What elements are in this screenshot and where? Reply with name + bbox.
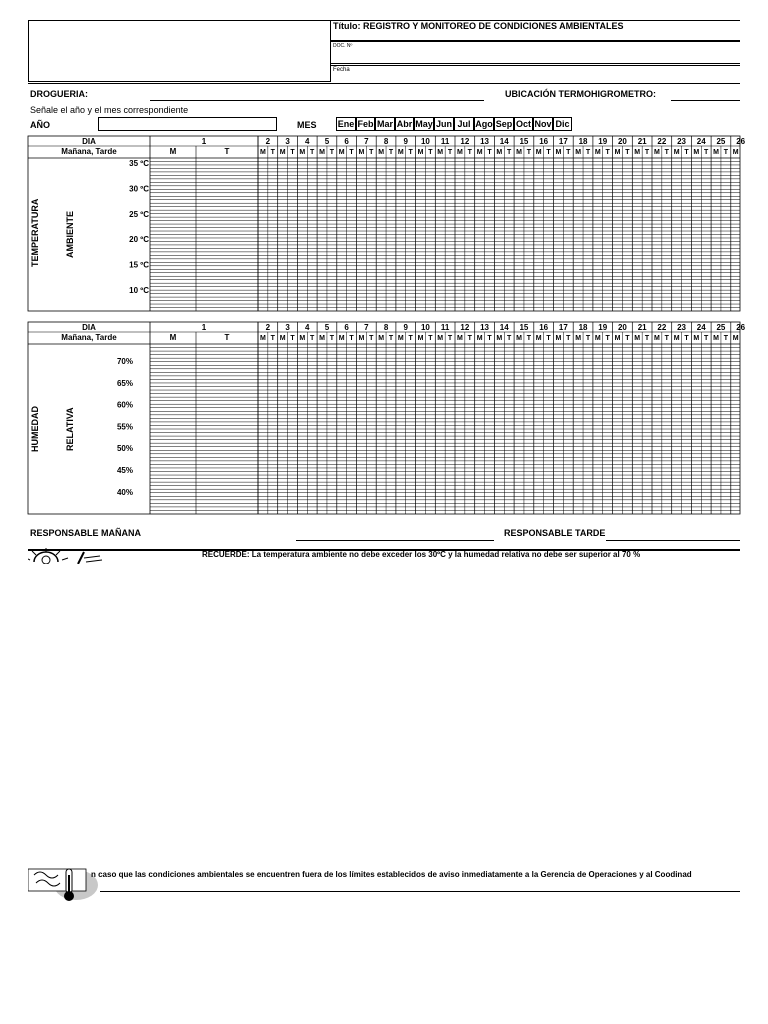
fecha-label: Fecha: [333, 67, 350, 73]
hum-day-10: 10: [420, 323, 430, 332]
temp-dia-label: DIA: [82, 137, 96, 146]
hum-day-4-m: M: [299, 335, 306, 342]
hum-day1-t: T: [224, 333, 230, 342]
hum-day-2: 2: [265, 323, 271, 332]
hum-day-20: 20: [617, 323, 627, 332]
hum-dia-label: DIA: [82, 323, 96, 332]
temp-day-3-t: T: [290, 149, 295, 156]
hum-day-25: 25: [716, 323, 726, 332]
temp-day-3-m: M: [279, 149, 286, 156]
hum-day-4-t: T: [310, 335, 315, 342]
document-title: Título: REGISTRO Y MONITOREO DE CONDICIONES AMBIENTALES: [333, 21, 624, 31]
hum-day-17-t: T: [566, 335, 571, 342]
hum-day-22-t: T: [664, 335, 669, 342]
temp-day-11: 11: [440, 137, 450, 146]
hum-day-14-t: T: [507, 335, 512, 342]
temp-day-2-t: T: [270, 149, 275, 156]
temp-day-2-m: M: [260, 149, 266, 156]
temp-day-24: 24: [696, 137, 706, 146]
hum-day-12: 12: [460, 323, 470, 332]
hum-day1-m: M: [169, 333, 177, 342]
temp-day-3: 3: [285, 137, 290, 146]
hum-day-11-m: M: [437, 335, 444, 342]
temp-day-18-t: T: [585, 149, 591, 156]
temp-day-9: 9: [403, 137, 408, 146]
hum-day-13-m: M: [476, 335, 483, 342]
hum-day-7-t: T: [369, 335, 374, 342]
hum-day-24-t: T: [704, 335, 709, 342]
hum-day-26: 26: [736, 323, 746, 332]
hum-day-17: 17: [558, 323, 568, 332]
temp-day-23-m: M: [673, 149, 680, 156]
temp-day-16: 16: [539, 137, 549, 146]
month-option-ago[interactable]: Ago: [475, 119, 493, 129]
hum-day-23: 23: [677, 323, 687, 332]
hum-day-9-m: M: [397, 335, 404, 342]
hum-day-22-m: M: [654, 335, 660, 342]
temp-day-6-t: T: [349, 149, 354, 156]
responsable-tarde-field[interactable]: [606, 540, 740, 541]
temp-scale-2: 25 ºC: [129, 209, 149, 219]
temp-day-22-t: T: [664, 149, 669, 156]
temp-day-4-m: M: [299, 149, 306, 156]
hum-day-5-m: M: [319, 335, 325, 342]
hum-day-11: 11: [440, 323, 450, 332]
temp-day-8-m: M: [378, 149, 385, 156]
hum-scale-1: 65%: [116, 378, 133, 388]
temp-day-8-t: T: [388, 149, 394, 156]
doc-number-label: DOC. Nº: [333, 43, 353, 49]
temp-day-14: 14: [499, 137, 509, 146]
recuerde-note: RECUERDE: La temperatura ambiente no debe exceder los 30ºC y la humedad relativa no debe ser superior al 70 %: [202, 550, 641, 559]
hum-day-19: 19: [598, 323, 608, 332]
hum-day-15-t: T: [526, 335, 532, 342]
temp-day-5-t: T: [329, 149, 335, 156]
month-option-dic[interactable]: Dic: [553, 117, 572, 131]
temp-day1-t: T: [224, 147, 230, 156]
ubicacion-label: UBICACIÓN TERMOHIGROMETRO:: [505, 89, 656, 99]
hum-scale-3: 55%: [116, 422, 133, 432]
month-option-nov[interactable]: Nov: [534, 119, 552, 129]
temp-day-16-m: M: [535, 149, 542, 156]
hum-day-12-t: T: [467, 335, 472, 342]
ano-label: AÑO: [30, 120, 50, 130]
hum-day-12-m: M: [457, 335, 463, 342]
temp-day-10-t: T: [428, 149, 433, 156]
temp-day-25: 25: [716, 137, 726, 146]
temp-scale-4: 15 ºC: [129, 260, 149, 270]
hum-day-5: 5: [324, 323, 330, 332]
temp-day-21-t: T: [644, 149, 650, 156]
temp-day-7: 7: [364, 137, 369, 146]
temp-scale-0: 35 ºC: [129, 159, 149, 168]
hum-day-14-m: M: [496, 335, 503, 342]
temp-day-21-m: M: [634, 149, 641, 156]
hum-day-24: 24: [696, 323, 706, 332]
temp-day-17: 17: [558, 137, 568, 146]
hum-day-21: 21: [637, 323, 647, 332]
responsable-manana-field[interactable]: [296, 540, 494, 541]
hum-day-7: 7: [364, 323, 369, 332]
hum-day-6-m: M: [338, 335, 345, 342]
hum-day-21-m: M: [634, 335, 641, 342]
aviso-rule: [100, 891, 740, 892]
temp-day-13: 13: [480, 137, 490, 146]
temp-day-23-t: T: [684, 149, 689, 156]
temp-day-20: 20: [617, 137, 627, 146]
temp-day1-m: M: [169, 147, 177, 156]
responsable-tarde-label: RESPONSABLE TARDE: [504, 528, 606, 538]
temp-day-14-m: M: [496, 149, 503, 156]
hum-day-8-t: T: [388, 335, 394, 342]
temp-day-17-t: T: [566, 149, 571, 156]
temp-day-19: 19: [598, 137, 608, 146]
sun-icon: [28, 548, 108, 564]
temp-day-20-t: T: [625, 149, 630, 156]
hum-scale-0: 70%: [116, 357, 133, 366]
month-option-oct[interactable]: Oct: [515, 119, 531, 129]
temp-day-19-m: M: [594, 149, 601, 156]
hum-day-4: 4: [305, 323, 310, 332]
hum-day-16-t: T: [546, 335, 551, 342]
temp-day-24-t: T: [704, 149, 709, 156]
temp-shift-label: Mañana, Tarde: [61, 147, 117, 156]
hum-day-18: 18: [578, 323, 588, 332]
temp-day-4: 4: [305, 137, 310, 146]
temperatura-label: TEMPERATURA: [30, 198, 40, 267]
temp-day-16-t: T: [546, 149, 551, 156]
hum-day-24-m: M: [693, 335, 700, 342]
hum-day-23-m: M: [673, 335, 680, 342]
hum-day-10-t: T: [428, 335, 433, 342]
hum-day-3: 3: [285, 323, 290, 332]
hum-day-9: 9: [403, 323, 408, 332]
temp-day-2: 2: [265, 137, 271, 146]
hum-day-7-m: M: [358, 335, 365, 342]
temp-scale-3: 20 ºC: [129, 235, 149, 245]
thermometer-icon: [28, 865, 100, 903]
temp-day-11-m: M: [437, 149, 444, 156]
temp-day-7-t: T: [369, 149, 374, 156]
temp-day-9-t: T: [408, 149, 413, 156]
temp-day-10-m: M: [417, 149, 424, 156]
month-option-mar[interactable]: Mar: [376, 119, 393, 129]
hum-shift-label: Mañana, Tarde: [61, 333, 117, 342]
temp-day-26: 26: [736, 137, 746, 146]
hum-day-8-m: M: [378, 335, 385, 342]
month-option-jun[interactable]: Jun: [435, 119, 452, 129]
responsable-manana-label: RESPONSABLE MAÑANA: [30, 528, 142, 538]
temp-day-6-m: M: [338, 149, 345, 156]
hum-scale-2: 60%: [116, 400, 133, 410]
hum-day-20-m: M: [614, 335, 621, 342]
instruction-text: Señale el año y el mes correspondiente: [30, 105, 189, 115]
temp-day-15-m: M: [516, 149, 522, 156]
temp-day-4-t: T: [310, 149, 315, 156]
temp-day-14-t: T: [507, 149, 512, 156]
hum-day-13: 13: [480, 323, 490, 332]
temp-day-22: 22: [657, 137, 667, 146]
temp-day-18-m: M: [575, 149, 582, 156]
hum-day-16: 16: [539, 323, 549, 332]
temp-day-22-m: M: [654, 149, 660, 156]
temp-day-24-m: M: [693, 149, 700, 156]
hum-day-13-t: T: [487, 335, 492, 342]
hum-scale-4: 50%: [116, 444, 133, 454]
humedad-label: HUMEDAD: [30, 406, 40, 452]
hum-day-11-t: T: [447, 335, 453, 342]
temp-day-17-m: M: [555, 149, 562, 156]
temp-day-11-t: T: [447, 149, 453, 156]
month-option-may[interactable]: May: [415, 119, 433, 129]
temp-day-15-t: T: [526, 149, 532, 156]
month-option-jul[interactable]: Jul: [454, 117, 474, 131]
hum-day-20-t: T: [625, 335, 630, 342]
temp-day-9-m: M: [397, 149, 404, 156]
hum-day-25-t: T: [723, 335, 729, 342]
temp-day-1: 1: [201, 137, 207, 146]
hum-day-14: 14: [499, 323, 509, 332]
hum-day-2-m: M: [260, 335, 266, 342]
temp-day-8: 8: [383, 137, 389, 146]
month-option-abr[interactable]: Abr: [396, 119, 413, 129]
temp-day-23: 23: [677, 137, 687, 146]
relativa-label: RELATIVA: [65, 407, 75, 451]
hum-day-18-t: T: [585, 335, 591, 342]
temp-day-5: 5: [324, 137, 330, 146]
temp-day-10: 10: [420, 137, 430, 146]
temp-day-5-m: M: [319, 149, 325, 156]
temp-day-15: 15: [519, 137, 529, 146]
temp-scale-5: 10 ºC: [129, 286, 149, 295]
hum-scale-6: 40%: [116, 487, 133, 497]
hum-day-17-m: M: [555, 335, 562, 342]
hum-day-6: 6: [344, 323, 349, 332]
mes-label: MES: [297, 120, 317, 130]
temp-day-13-m: M: [476, 149, 483, 156]
temp-day-19-t: T: [605, 149, 610, 156]
temp-day-7-m: M: [358, 149, 365, 156]
temp-day-21: 21: [637, 137, 647, 146]
hum-day-5-t: T: [329, 335, 335, 342]
hum-day-15: 15: [519, 323, 529, 332]
hum-day-25-m: M: [713, 335, 719, 342]
temp-day-20-m: M: [614, 149, 621, 156]
hum-day-22: 22: [657, 323, 667, 332]
hum-day-9-t: T: [408, 335, 413, 342]
hum-scale-5: 45%: [116, 466, 133, 475]
temp-day-13-t: T: [487, 149, 492, 156]
temp-day-25-m: M: [713, 149, 719, 156]
hum-day-1: 1: [201, 323, 207, 332]
temp-scale-1: 30 ºC: [129, 184, 149, 194]
hum-day-19-m: M: [594, 335, 601, 342]
ambiente-label: AMBIENTE: [65, 211, 75, 258]
drogueria-label: DROGUERIA:: [30, 89, 88, 99]
month-option-ene[interactable]: Ene: [337, 119, 355, 129]
hum-day-3-t: T: [290, 335, 295, 342]
aviso-note: n caso que las condiciones ambientales se encuentren fuera de los límites establecidos de aviso inmediatamente a la Gerencia de Operaciones y al Coodinad: [91, 870, 692, 879]
hum-day-6-t: T: [349, 335, 354, 342]
hum-day-23-t: T: [684, 335, 689, 342]
hum-day-10-m: M: [417, 335, 424, 342]
temp-day-6: 6: [344, 137, 349, 146]
temp-day-12: 12: [460, 137, 470, 146]
hum-day-16-m: M: [535, 335, 542, 342]
temp-day-12-m: M: [457, 149, 463, 156]
hum-day-21-t: T: [644, 335, 650, 342]
hum-day-19-t: T: [605, 335, 610, 342]
temp-day-18: 18: [578, 137, 588, 146]
hum-day-8: 8: [383, 323, 389, 332]
hum-day-18-m: M: [575, 335, 582, 342]
temp-day-25-t: T: [723, 149, 729, 156]
hum-day-3-m: M: [279, 335, 286, 342]
temp-day-26-m: M: [732, 149, 739, 156]
month-option-sep[interactable]: Sep: [495, 119, 513, 129]
temp-day-12-t: T: [467, 149, 472, 156]
hum-day-15-m: M: [516, 335, 522, 342]
month-option-feb[interactable]: Feb: [357, 119, 374, 129]
hum-day-26-m: M: [732, 335, 739, 342]
hum-day-2-t: T: [270, 335, 275, 342]
